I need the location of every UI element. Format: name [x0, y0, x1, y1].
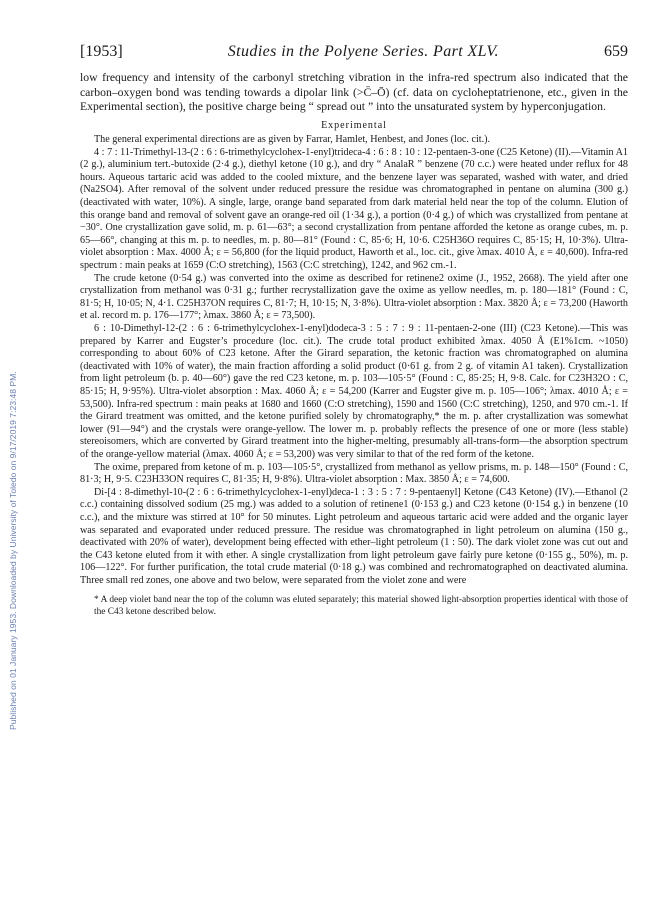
footnote: * A deep violet band near the top of the column was eluted separately; this material showed light-absorption properties identical with those of the C43 ketone described below. — [94, 595, 628, 618]
page-content — [80, 43, 628, 619]
body-text — [80, 71, 628, 619]
paragraph-c23-ketone: 6 : 10-Dimethyl-12-(2 : 6 : 6-trimethylcyclohex-1-enyl)dodeca-3 : 5 : 7 : 9 : 11-pentaen-2-one (III) (C23 Ketone).—This was prepared by Karrer and Eugster’s procedure (loc. cit.). The crude total product exhibited λmax. 4050 Å (E1%1cm. ~1050) corresponding to about 60% of C23 ketone. After the Girard separation, the ketonic fraction was chromatographed on alumina (deactivated with 10% of water), the main fraction affording a solid product (0·61 g. from 2 g. of vitamin A1 taken). Crystallization from light petroleum (b. p. 40—60°) gave the red C23 ketone, m. p. 103—105·5° (Found : C, 85·25; H, 9·8. Calc. for C23H32O : C, 85·15; H, 9·95%). Ultra-violet absorption : Max. 4060 Å; ε = 54,200 (Karrer and Eugster give m. p. 105—106°; λmax. 4010 Å; ε = 53,500). Infra-red spectrum : main peaks at 1680 and 1660 (C:O stretching), 1590 and 1560 (C:C stretching), 1250, and 970 cm.-1. If the Girard treatment was omitted, and the ketone purified solely by chromatography,* the m. p. after crystallization was somewhat lower (91—94°) and the crystals were orange-yellow. The lower m. p. probably reflects the presence of one or more (less stable) stereoisomers, which are converted by Girard treatment into the higher-melting, presumably all-trans-form—the absorption spectrum of the orange-yellow material (λmax. 4060 Å; ε = 53,200) was very similar to that of the red form of the ketone. — [80, 323, 628, 460]
download-watermark-text: Published on 01 January 1953. Downloaded by University of Toledo on 9/17/2019 7:23:48 PM. — [8, 371, 18, 730]
running-header — [80, 43, 628, 69]
paragraph-c23-oxime: The oxime, prepared from ketone of m. p. 103—105·5°, crystallized from methanol as yellow prisms, m. p. 148—150° (Found : C, 81·3; H, 9·5. C23H33ON requires C, 81·35; H, 9·8%). Ultra-violet absorption : Max. 3850 Å; ε = 74,600. — [80, 461, 628, 486]
paragraph-c25-ketone: 4 : 7 : 11-Trimethyl-13-(2 : 6 : 6-trimethylcyclohex-1-enyl)trideca-4 : 6 : 8 : 10 : 12-pentaen-3-one (C25 Ketone) (II).—Vitamin A1 (2 g.), aluminium tert.-butoxide (2·4 g.), diethyl ketone (10 g.), and dry “ AnalaR ” benzene (70 c.c.) were heated under reflux for 48 hours. Aqueous tartaric acid was added to the cooled mixture, and the benzene layer was separated, washed with water, and dried (Na2SO4). After removal of the solvent under reduced pressure the residue was chromatographed in pentane on alumina (300 g.) (deactivated with water, 10%). A single, large, orange band separated from dark material held near the top of the column. Elution of this orange band and removal of solvent gave an orange-red oil (1·34 g.), a portion (0·4 g.) of which was crystallized from pentane at −30°. One crystallization gave solid, m. p. 61—63°; a second crystallization from pentane afforded the ketone as orange cubes, m. p. 65—66°, changing at this m. p. to needles, m. p. 80—81° (Found : C, 85·6; H, 10·6. C25H36O requires C, 85·15; H, 10·3%). Ultra-violet absorption : Max. 4000 Å; ε = 56,800 (for the liquid product, Haworth et al., loc. cit., give λmax. 4010 Å, ε = 40,600). Infra-red spectrum : main peaks at 1659 (C:O stretching), 1563 (C:C stretching), 1242, and 962 cm.-1. — [80, 146, 628, 272]
download-watermark — [8, 170, 24, 730]
paragraph-c25-oxime: The crude ketone (0·54 g.) was converted into the oxime as described for retinene2 oxime (J., 1952, 2668). The yield after one crystallization from methanol was 0·31 g.; further recrystallization gave the oxime as yellow needles, m. p. 180—181° (Found : C, 81·5; H, 10·05; N, 4·1. C25H37ON requires C, 81·7; H, 10·15; N, 3·8%). Ultra-violet absorption : Max. 3820 Å; ε = 73,200 (Haworth et al. record m. p. 176—177°; λmax. 3860 Å; ε = 73,500). — [80, 272, 628, 322]
paragraph-general-directions: The general experimental directions are as given by Farrar, Hamlet, Henbest, and Jones (loc. cit.). — [94, 134, 491, 146]
intro-paragraph: low frequency and intensity of the carbonyl stretching vibration in the infra-red spectrum also indicated that the carbon–oxygen bond was tending towards a dipolar link (>C̄–Ō) (cf. data on cycloheptatrienone, etc., given in the Experimental section), the positive charge being “ spread out ” into the unsaturated system by hyperconjugation. — [80, 71, 628, 113]
header-page-number: 659 — [603, 43, 628, 60]
section-heading: Experimental — [321, 119, 387, 131]
paragraph-c43-ketone: Di-[4 : 8-dimethyl-10-(2 : 6 : 6-trimethylcyclohex-1-enyl)deca-1 : 3 : 5 : 7 : 9-pentaenyl] Ketone (C43 Ketone) (IV).—Ethanol (2 c.c.) containing dissolved sodium (25 mg.) was added to a solution of retinene1 (0·153 g.) and C23 ketone (0·154 g.) in benzene (10 c.c.), and the mixture was stirred at 10° for 50 minutes. Light petroleum and aqueous tartaric acid were added and the organic layer was separated and evaporated under reduced pressure. The residue was chromatographed in light petroleum on alumina (150 g., deactivated with 20% of water), development being effected with ether–light petroleum (1 : 50). The dark violet zone was cut out and the C43 ketone eluted from it with ether. A single crystallization from light petroleum gave fairly pure ketone (0·155 g., 50%), m. p. 106—122°. For further purification, the total crude material (0·18 g.) was combined and rechromatographed on deactivated alumina. Three small red zones, one above and two below, were separated from the violet zone and were — [80, 486, 628, 586]
header-year: [1953] — [80, 43, 123, 60]
header-running-title: Studies in the Polyene Series. Part XLV. — [227, 43, 499, 60]
